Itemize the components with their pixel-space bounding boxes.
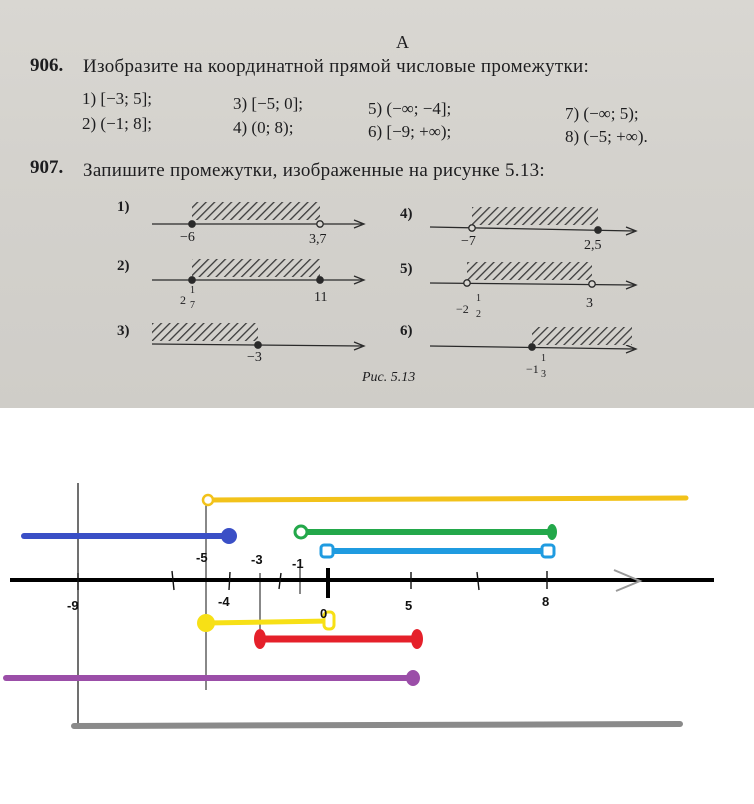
figure-5-axis: [430, 283, 634, 285]
problem-907-text: Запишите промежутки, изображенные на рисунке 5.13:: [83, 160, 546, 181]
figure-1-hatch: [192, 202, 320, 220]
figure-2-hatch: [192, 259, 320, 277]
label-minus-5: -5: [196, 550, 208, 565]
figure-1-label: 1): [117, 199, 130, 215]
figure-2-tick-right: 11: [314, 290, 328, 305]
figure-4-hatch: [472, 207, 598, 225]
figure-caption: Рис. 5.13: [362, 370, 416, 385]
label-8: 8: [542, 594, 550, 609]
label-5: 5: [405, 598, 413, 613]
endpoint-cyan-open: [321, 545, 333, 557]
problem-906-item-7: 7) (−∞; 5);: [565, 104, 639, 123]
figure-5-tick-left-denominator: 2: [476, 309, 481, 320]
figure-5-hatch: [467, 262, 592, 280]
endpoint-blue-closed: [221, 528, 237, 544]
problem-907-number: 907.: [30, 157, 64, 178]
label-minus-4: -4: [218, 594, 230, 609]
endpoint-red-right: [411, 629, 423, 649]
figure-1-tick-left: −6: [180, 230, 195, 245]
endpoint-purple-closed: [406, 670, 420, 686]
problem-906-item-6: 6) [−9; +∞);: [368, 122, 452, 141]
hand-drawn-number-line: [0, 408, 754, 804]
figure-6-hatch: [532, 327, 632, 345]
figure-2-label: 2): [117, 258, 130, 274]
problem-906-item-1: 1) [−3; 5];: [82, 89, 153, 108]
figure-5-label: 5): [400, 261, 413, 277]
problem-906-item-3: 3) [−5; 0];: [233, 94, 304, 113]
interval-bright-yellow: [206, 621, 330, 623]
section-letter: А: [396, 32, 409, 52]
interval-gray: [74, 724, 680, 726]
figure-6-label: 6): [400, 323, 413, 339]
figure-6-tick-whole: −1: [526, 362, 539, 376]
endpoint-cyan-closed: [542, 545, 554, 557]
label-minus-3: -3: [251, 552, 263, 567]
problem-906-item-8: 8) (−5; +∞).: [565, 127, 648, 146]
interval-yellow: [208, 498, 686, 500]
figure-6-tick-denominator: 3: [541, 369, 546, 380]
endpoint-green-open: [295, 526, 307, 538]
figure-4-tick-left: −7: [461, 234, 476, 249]
figure-4-axis: [430, 227, 634, 231]
figure-3-hatch: [152, 323, 258, 341]
problem-906-item-5: 5) (−∞; −4];: [368, 99, 452, 118]
number-line-canvas: [0, 408, 754, 804]
endpoint-green-closed: [547, 524, 557, 540]
label-minus-9: -9: [67, 598, 79, 613]
problem-906-number: 906.: [30, 55, 64, 76]
figure-5-tick-left-whole: −2: [456, 302, 469, 316]
figure-3-tick: −3: [247, 350, 262, 365]
figure-4-tick-right: 2,5: [584, 238, 602, 253]
endpoint-bright-yellow-closed: [197, 614, 215, 632]
figure-4-label: 4): [400, 206, 413, 222]
figure-2-tick-left-whole: 2: [180, 293, 186, 307]
problem-906-text: Изобразите на координатной прямой числовые промежутки:: [83, 56, 590, 77]
figure-1-tick-right: 3,7: [309, 232, 327, 247]
tick-minus-4: [229, 572, 230, 590]
figure-5-tick-right: 3: [586, 296, 593, 311]
label-minus-1: -1: [292, 556, 304, 571]
tick: [279, 573, 281, 589]
label-0: 0: [320, 606, 328, 621]
endpoint-yellow-open: [203, 495, 213, 505]
figure-3-label: 3): [117, 323, 130, 339]
figure-2-tick-left-denominator: 7: [190, 300, 195, 311]
figure-2-tick-left-numerator: 1: [190, 285, 195, 296]
tick: [172, 571, 174, 590]
figure-5-tick-left-numerator: 1: [476, 293, 481, 304]
figure-6-tick-numerator: 1: [541, 353, 546, 364]
problem-906-item-4: 4) (0; 8);: [233, 118, 294, 137]
problem-906-item-2: 2) (−1; 8];: [82, 114, 153, 133]
endpoint-red-left: [254, 629, 266, 649]
tick: [477, 572, 479, 590]
